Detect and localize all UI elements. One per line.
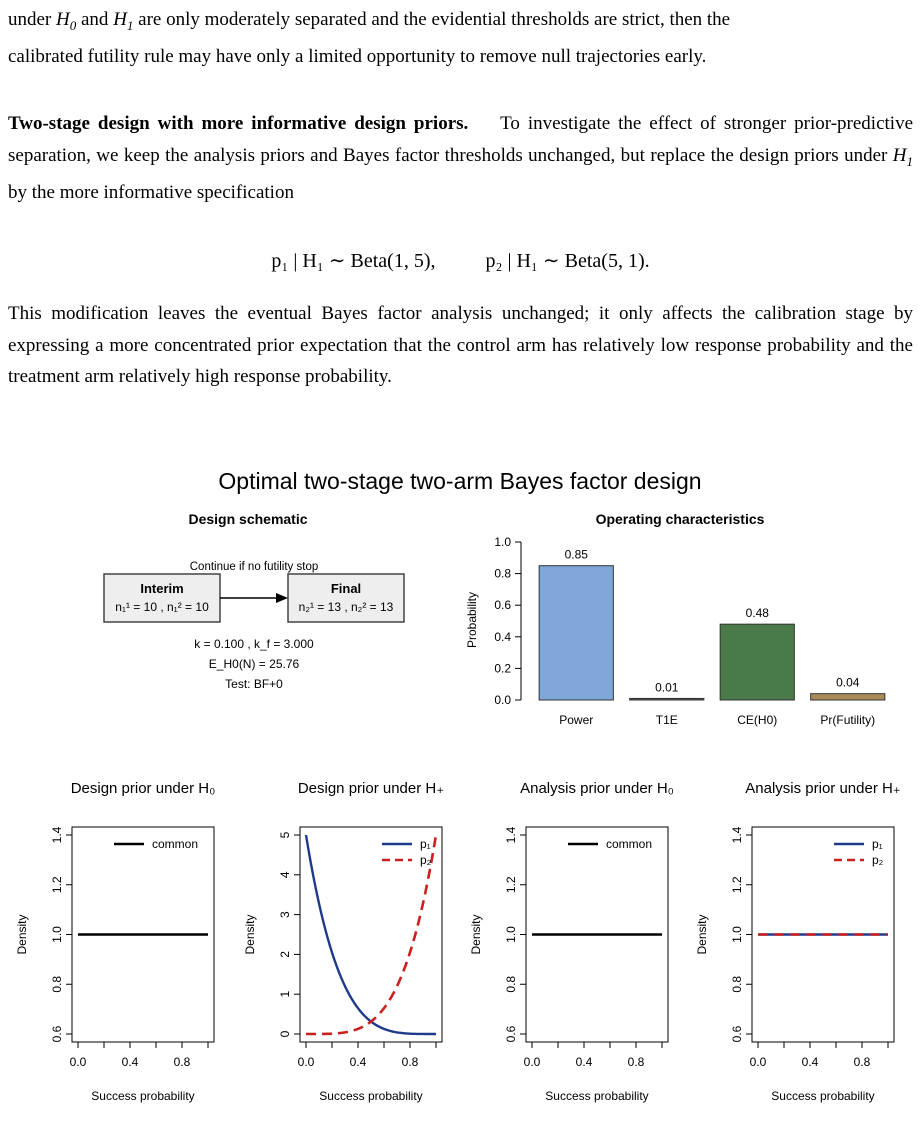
p0-text-c: are only moderately separated and the evidential thresholds are strict, then the	[133, 9, 731, 30]
x-tick-label: 0.0	[523, 1055, 541, 1069]
interim-sample-sizes: n₁¹ = 10 , n₁² = 10	[115, 600, 209, 614]
interim-label: Interim	[140, 581, 184, 596]
x-tick-label: 0.0	[749, 1055, 767, 1069]
y-tick-label: 0.2	[494, 661, 511, 676]
y-tick-label: 0.6	[50, 1025, 64, 1043]
y-tick-label: 3	[278, 911, 292, 918]
y-axis-label: Density	[243, 914, 257, 955]
legend-label: common	[606, 837, 653, 851]
y-axis-label: Density	[15, 914, 29, 955]
schematic-arrow-label: Continue if no futility stop	[189, 561, 319, 573]
bar-category-label: CE(H0)	[737, 713, 778, 727]
x-tick-label: 0.8	[401, 1055, 419, 1069]
bar-chart-title: Operating characteristics	[595, 511, 765, 527]
bar-0	[539, 566, 613, 700]
threshold-values: k = 0.100 , k_f = 3.000	[194, 637, 314, 651]
y-tick-label: 1.4	[730, 826, 744, 844]
schematic-title: Design schematic	[188, 511, 308, 527]
bar-value-label: 0.48	[745, 606, 769, 621]
density-panel-2	[243, 780, 444, 1103]
operating-characteristics-chart	[465, 511, 885, 727]
y-tick-label: 1.0	[730, 926, 744, 943]
math-h1-b: $H_1$	[892, 144, 913, 169]
formula-design-priors	[0, 248, 921, 273]
paragraph-intro	[8, 4, 913, 73]
x-axis-label: Success probability	[91, 1089, 195, 1103]
expected-sample-size: E_H0(N) = 25.76	[208, 657, 300, 671]
y-axis-label: Density	[695, 914, 709, 955]
p0-text-line2: calibrated futility rule may have only a limited opportunity to remove null trajectories early.	[8, 46, 707, 68]
paragraph-design-priors	[8, 108, 913, 208]
y-tick-label: 0.8	[504, 975, 518, 993]
y-tick-label: 5	[278, 831, 292, 839]
bar-category-label: Power	[559, 713, 594, 727]
y-tick-label: 0.8	[50, 975, 64, 993]
figure-title: Optimal two-stage two-arm Bayes factor design	[218, 468, 702, 494]
p2-text: This modification leaves the eventual Bayes factor analysis unchanged; it only affects the calibration stage by expressing a more concentrated prior expectation that the control arm has relatively low response probability and the treatment arm relatively high response probability.	[8, 303, 913, 387]
paragraph-heading: Two-stage design with more informative design priors.	[8, 113, 469, 134]
final-label: Final	[330, 581, 362, 596]
bar-value-label: 0.01	[655, 680, 679, 695]
p0-text-a: under	[8, 9, 57, 30]
y-tick-label: 4	[278, 871, 292, 879]
math-h1: $H_1$	[113, 9, 134, 33]
y-tick-label: 0.6	[730, 1025, 744, 1043]
bar-category-label: T1E	[655, 713, 678, 727]
panel-title: Analysis prior under H₊	[745, 780, 901, 797]
legend-label: common	[152, 837, 199, 851]
bar-chart-ylabel: Probability	[465, 591, 479, 649]
y-tick-label: 0.8	[730, 975, 744, 993]
y-tick-label: 1.0	[504, 926, 518, 943]
panel-title: Analysis prior under H₀	[520, 780, 674, 797]
p0-text-b: and	[76, 9, 114, 30]
y-tick-label: 1.2	[504, 876, 518, 894]
y-tick-label: 0.6	[504, 1025, 518, 1043]
x-tick-label: 0.8	[853, 1055, 871, 1069]
density-panels	[15, 780, 901, 1103]
p1-text-b: by the more informative specification	[8, 181, 294, 203]
bar-category-label: Pr(Futility)	[820, 713, 876, 727]
y-tick-label: 0.8	[494, 566, 511, 581]
x-tick-label: 0.4	[349, 1055, 367, 1069]
x-tick-label: 0.8	[627, 1055, 645, 1069]
x-tick-label: 0.4	[801, 1055, 819, 1069]
formula-left: p₁ | H₁ ∼ Beta(1, 5),	[271, 250, 436, 272]
test-label: Test: BF+0	[225, 677, 283, 691]
legend-label: p₂	[872, 853, 884, 867]
y-tick-label: 2	[278, 951, 292, 958]
y-tick-label: 1.4	[504, 826, 518, 844]
x-tick-label: 0.4	[575, 1055, 593, 1069]
final-sample-sizes: n₂¹ = 13 , n₂² = 13	[298, 600, 394, 614]
y-tick-label: 0.4	[494, 629, 511, 644]
x-axis-label: Success probability	[319, 1089, 423, 1103]
panel-title: Design prior under H₊	[297, 780, 445, 797]
p1-text-a: To investigate the effect of stronger prior-predictive separation, we keep the analysis priors and Bayes factor thresholds unchanged, but replace the design priors under	[8, 113, 913, 166]
bar-value-label: 0.85	[564, 547, 588, 562]
y-axis-label: Density	[469, 914, 483, 955]
bar-2	[720, 624, 794, 700]
legend-label: p₁	[872, 837, 883, 851]
legend-label: p₂	[420, 853, 432, 867]
y-tick-label: 1.0	[50, 926, 64, 943]
y-tick-label: 1.4	[50, 826, 64, 844]
bar-1	[630, 698, 704, 700]
x-tick-label: 0.0	[297, 1055, 315, 1069]
figure	[0, 450, 921, 1139]
bar-3	[811, 694, 885, 700]
density-panel-3	[469, 780, 674, 1103]
math-h0: $H_0$	[56, 9, 77, 33]
y-tick-label: 0	[278, 1030, 292, 1038]
arrow-head	[276, 593, 288, 603]
x-tick-label: 0.8	[173, 1055, 191, 1069]
formula-right: p₂ | H₁ ∼ Beta(5, 1).	[485, 250, 650, 272]
x-tick-label: 0.4	[121, 1055, 139, 1069]
legend-label: p₁	[420, 837, 431, 851]
density-panel-4	[695, 780, 901, 1103]
y-tick-label: 1	[278, 990, 292, 998]
design-schematic	[104, 511, 404, 691]
y-tick-label: 1.2	[50, 876, 64, 894]
y-tick-label: 1.2	[730, 876, 744, 894]
bar-value-label: 0.04	[836, 675, 860, 690]
y-tick-label: 0.0	[494, 693, 511, 707]
y-tick-label: 1.0	[494, 535, 511, 549]
x-axis-label: Success probability	[771, 1089, 875, 1103]
x-axis-label: Success probability	[545, 1089, 649, 1103]
y-tick-label: 0.6	[494, 598, 511, 613]
paragraph-modification	[8, 298, 913, 393]
panel-title: Design prior under H₀	[70, 780, 216, 797]
density-panel-1	[15, 780, 215, 1103]
x-tick-label: 0.0	[69, 1055, 87, 1069]
